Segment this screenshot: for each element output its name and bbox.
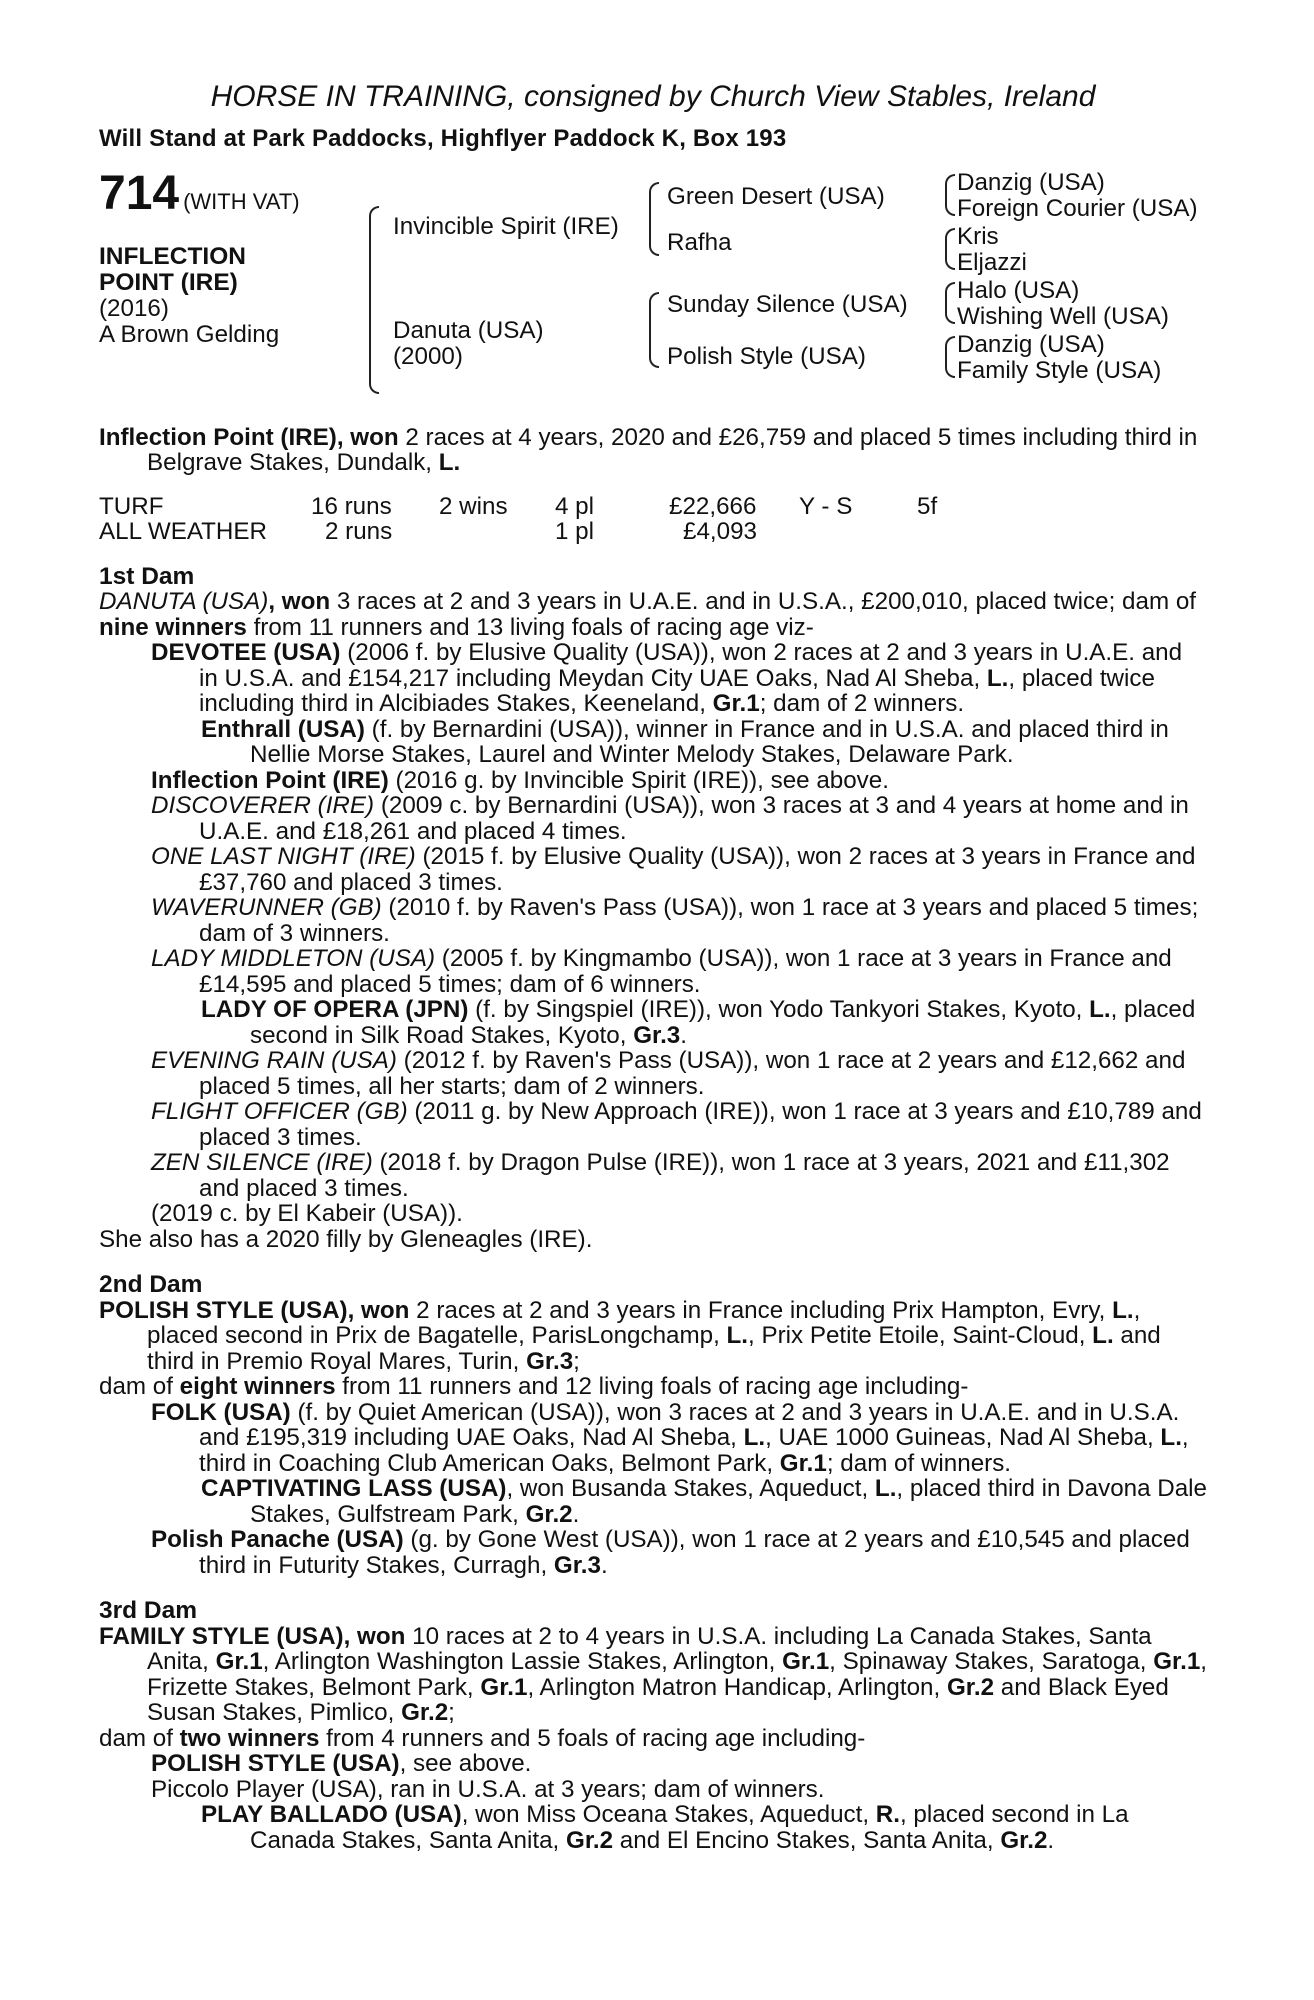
progeny-entry: CAPTIVATING LASS (USA), won Busanda Stakes, Aqueduct, L., placed third in Davona Dale Stakes, Gulfstream Park, Gr.2. xyxy=(201,1475,1208,1528)
record-row-aw: ALL WEATHER 2 runs 1 pl £4,093 xyxy=(99,517,757,545)
sire: Invincible Spirit (IRE) xyxy=(393,212,619,240)
horse-identity xyxy=(99,244,279,348)
progeny-entry: FOLK (USA) (f. by Quiet American (USA)), won 3 races at 2 and 3 years in U.A.E. and in U.S.A. and £195,319 including UAE Oaks, Nad Al Sheba, L., UAE 1000 Guineas, Nad Al Sheba, L., third in Coaching Club American Oaks, Belmont Park, Gr.1; dam of winners. xyxy=(151,1398,1189,1477)
progeny-entry: ZEN SILENCE (IRE) (2018 f. by Dragon Pulse (IRE)), won 1 race at 3 years, 2021 and £11,302 and placed 3 times. xyxy=(151,1149,1170,1202)
progeny-entry: DISCOVERER (IRE) (2009 c. by Bernardini (USA)), won 3 races at 3 and 4 years at home and in U.A.E. and £18,261 and placed 4 times. xyxy=(151,792,1189,845)
pedigree-brace xyxy=(649,182,659,256)
section-heading: 3rd Dam xyxy=(99,1597,198,1624)
venue-line: Will Stand at Park Paddocks, Highflyer Paddock K, Box 193 xyxy=(99,125,787,152)
horse-year: (2016) xyxy=(99,294,169,322)
progeny-entry: LADY MIDDLETON (USA) (2005 f. by Kingmambo (USA)), won 1 race at 3 years in France and £14,595 and placed 5 times; dam of 6 winners. xyxy=(151,945,1172,998)
horse-summary: Inflection Point (IRE), won 2 races at 4 years, 2020 and £26,759 and placed 5 times including third in Belgrave Stakes, Dundalk, L. xyxy=(99,423,1198,476)
progeny-entry: Piccolo Player (USA), ran in U.S.A. at 3 years; dam of winners. xyxy=(151,1775,825,1803)
ped-g3: Kris xyxy=(957,222,999,250)
progeny-entry: LADY OF OPERA (JPN) (f. by Singspiel (IRE)), won Yodo Tankyori Stakes, Kyoto, L., placed second in Silk Road Stakes, Kyoto, Gr.3. xyxy=(201,996,1196,1049)
lot-number: 714 xyxy=(99,166,180,220)
pedigree-brace xyxy=(649,292,659,368)
dam-year: (2000) xyxy=(393,342,463,370)
progeny-entry: Polish Panache (USA) (g. by Gone West (USA)), won 1 race at 2 years and £10,545 and placed third in Futurity Stakes, Curragh, Gr.3. xyxy=(151,1526,1190,1579)
pedigree-brace xyxy=(945,282,955,324)
progeny-entry: DEVOTEE (USA) (2006 f. by Elusive Quality (USA)), won 2 races at 2 and 3 years in U.A.E. and in U.S.A. and £154,217 including Meydan City UAE Oaks, Nad Al Sheba, L., placed twice including third in Alcibiades Stakes, Keeneland, Gr.1; dam of 2 winners. xyxy=(151,639,1183,717)
section-heading: 1st Dam xyxy=(99,562,195,590)
dam-dam: Polish Style (USA) xyxy=(667,342,866,370)
ped-g2: Foreign Courier (USA) xyxy=(957,194,1198,222)
progeny-entry: WAVERUNNER (GB) (2010 f. by Raven's Pass (USA)), won 1 race at 3 years and placed 5 times; dam of 3 winners. xyxy=(151,894,1199,947)
ped-g7: Danzig (USA) xyxy=(957,330,1105,358)
sire-dam: Rafha xyxy=(667,228,732,256)
lot-vat: (WITH VAT) xyxy=(183,188,300,214)
dam-paragraph: DANUTA (USA), won 3 races at 2 and 3 years in U.A.E. and in U.S.A., £200,010, placed twice; dam of nine winners from 11 runners and 13 living foals of racing age viz- xyxy=(99,588,1196,641)
dam-paragraph: POLISH STYLE (USA), won 2 races at 2 and 3 years in France including Prix Hampton, Evry, L., placed second in Prix de Bagatelle, ParisLongchamp, L., Prix Petite Etoile, Saint-Cloud, L. and third in Premio Royal Mares, Turin, Gr.3; xyxy=(99,1296,1161,1375)
progeny-entry: Enthrall (USA) (f. by Bernardini (USA)), winner in France and in U.S.A. and placed third in Nellie Morse Stakes, Laurel and Winter Melody Stakes, Delaware Park. xyxy=(201,715,1169,768)
lot-heading xyxy=(99,166,300,220)
pedigree-block xyxy=(99,166,1207,405)
pedigree-brace xyxy=(945,336,955,378)
page-title: HORSE IN TRAINING, consigned by Church View Stables, Ireland xyxy=(210,80,1096,113)
dam-produce-summary: dam of two winners from 4 runners and 5 foals of racing age including- xyxy=(99,1724,866,1752)
ped-g8: Family Style (USA) xyxy=(957,356,1162,384)
progeny-entry: Inflection Point (IRE) (2016 g. by Invincible Spirit (IRE)), see above. xyxy=(151,766,889,794)
horse-name-line2: POINT (IRE) xyxy=(99,268,238,296)
horse-name-line1: INFLECTION xyxy=(99,242,246,270)
progeny-entry: ONE LAST NIGHT (IRE) (2015 f. by Elusive Quality (USA)), won 2 races at 3 years in France and £37,760 and placed 3 times. xyxy=(151,843,1196,896)
progeny-entry: POLISH STYLE (USA), see above. xyxy=(151,1750,532,1777)
catalogue-page xyxy=(99,80,1207,1853)
pedigree-brace xyxy=(945,228,955,270)
ped-g6: Wishing Well (USA) xyxy=(957,302,1169,330)
ped-g1: Danzig (USA) xyxy=(957,168,1105,196)
pedigree-brace xyxy=(369,206,379,394)
progeny-entry: (2019 c. by El Kabeir (USA)). xyxy=(151,1200,463,1227)
section-heading: 2nd Dam xyxy=(99,1271,203,1298)
race-record xyxy=(99,494,1207,544)
dam-paragraph: FAMILY STYLE (USA), won 10 races at 2 to 4 years in U.S.A. including La Canada Stakes, Santa Anita, Gr.1, Arlington Washington Lassie Stakes, Arlington, Gr.1, Spinaway Stakes, Saratoga, Gr.1, Frizette Stakes, Belmont Park, Gr.1, Arlington Matron Handicap, Arlington, Gr.2 and Black Eyed Susan Stakes, Pimlico, Gr.2; xyxy=(99,1622,1208,1726)
horse-description: A Brown Gelding xyxy=(99,320,280,348)
sire-sire: Green Desert (USA) xyxy=(667,182,885,210)
second-dam-section xyxy=(99,1272,1207,1578)
pedigree-brace xyxy=(945,174,955,216)
dam-produce-summary: dam of eight winners from 11 runners and 12 living foals of racing age including- xyxy=(99,1373,969,1400)
progeny-entry: FLIGHT OFFICER (GB) (2011 g. by New Approach (IRE)), won 1 race at 3 years and £10,789 and placed 3 times. xyxy=(151,1098,1202,1151)
ped-g5: Halo (USA) xyxy=(957,276,1080,304)
first-dam-section xyxy=(99,564,1207,1253)
third-dam-section xyxy=(99,1598,1207,1853)
dam-sire: Sunday Silence (USA) xyxy=(667,290,908,318)
additional-foal: She also has a 2020 filly by Gleneagles (IRE). xyxy=(99,1225,593,1253)
progeny-entry: PLAY BALLADO (USA), won Miss Oceana Stakes, Aqueduct, R., placed second in La Canada Stakes, Santa Anita, Gr.2 and El Encino Stakes, Santa Anita, Gr.2. xyxy=(201,1801,1129,1854)
dam: Danuta (USA) xyxy=(393,316,544,344)
ped-g4: Eljazzi xyxy=(957,248,1027,276)
progeny-entry: EVENING RAIN (USA) (2012 f. by Raven's Pass (USA)), won 1 race at 2 years and £12,662 and placed 5 times, all her starts; dam of 2 winners. xyxy=(151,1047,1186,1100)
record-row-turf: TURF 16 runs 2 wins 4 pl £22,666 Y - S 5f xyxy=(99,492,938,520)
